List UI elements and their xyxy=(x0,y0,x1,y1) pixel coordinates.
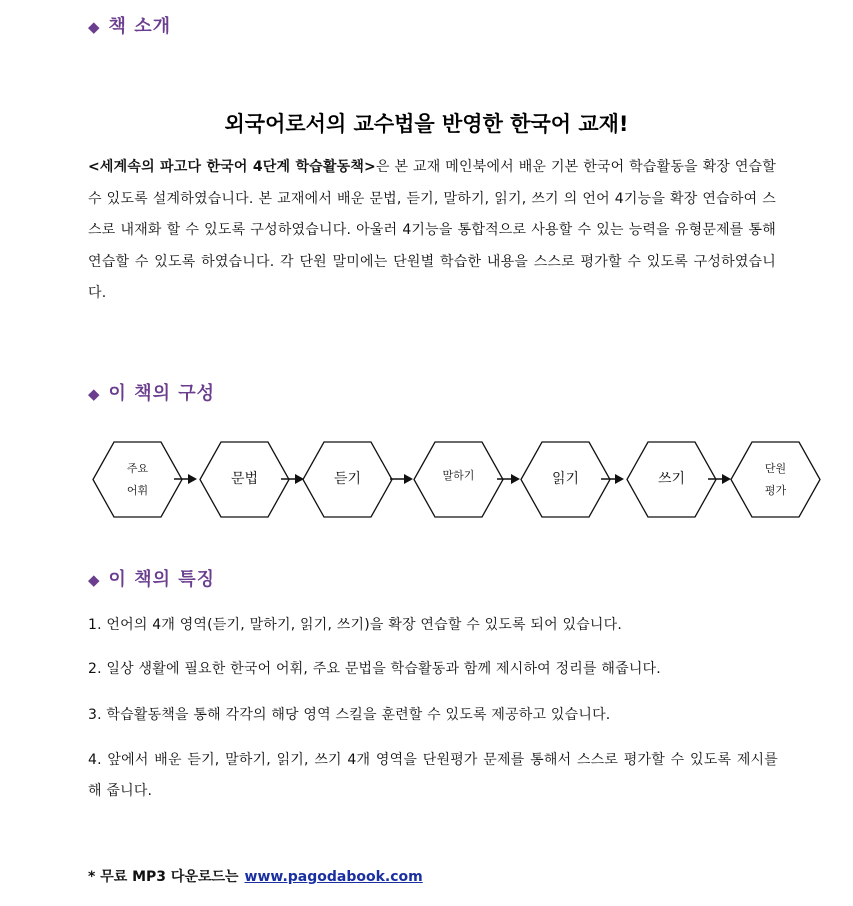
arrow-right-icon xyxy=(390,472,414,486)
flow-step-label: 쓰기 xyxy=(657,471,686,487)
feature-item: 4. 앞에서 배운 듣기, 말하기, 읽기, 쓰기 4개 영역을 단원평가 문제를 통해서 스스로 평가할 수 있도록 제시를 해 줍니다. xyxy=(88,752,778,799)
pagoda-book-link[interactable]: www.pagodabook.com xyxy=(244,869,423,885)
flow-step-label: 주요 어휘 xyxy=(126,461,149,497)
flow-step-label: 말하기 xyxy=(442,469,475,482)
flow-step-listening xyxy=(302,441,393,518)
flow-step-label: 읽기 xyxy=(551,471,580,487)
flow-step-label: 듣기 xyxy=(333,471,362,487)
flow-step-vocabulary xyxy=(92,441,183,518)
section-heading-label: 이 책의 구성 xyxy=(108,383,216,404)
arrow-right-icon xyxy=(601,472,625,486)
section-heading-label: 책 소개 xyxy=(108,16,171,37)
diamond-bullet-icon: ◆ xyxy=(88,571,101,589)
structure-flow-diagram xyxy=(92,441,822,521)
flow-step-reading xyxy=(520,441,611,518)
flow-step-grammar xyxy=(199,441,290,518)
arrow-right-icon xyxy=(174,472,198,486)
flow-step-label: 단원 평가 xyxy=(764,461,787,497)
flow-step-label: 문법 xyxy=(230,471,259,487)
arrow-right-icon xyxy=(708,472,732,486)
section-heading-label: 이 책의 특징 xyxy=(108,569,216,590)
feature-item: 1. 언어의 4개 영역(듣기, 말하기, 읽기, 쓰기)을 확장 연습할 수 있도록 되어 있습니다. xyxy=(88,617,623,633)
section-heading-structure xyxy=(88,379,215,405)
flow-step-writing xyxy=(626,441,717,518)
intro-paragraph xyxy=(88,152,776,310)
section-heading-features xyxy=(88,565,215,591)
diamond-bullet-icon: ◆ xyxy=(88,18,101,36)
diamond-bullet-icon: ◆ xyxy=(88,385,101,403)
flow-step-speaking xyxy=(413,441,504,518)
feature-item: 2. 일상 생활에 필요한 한국어 어휘, 주요 문법을 학습활동과 함께 제시하여 정리를 해줍니다. xyxy=(88,661,661,677)
feature-item: 3. 학습활동책을 통해 각각의 해당 영역 스킬을 훈련할 수 있도록 제공하고 있습니다. xyxy=(88,707,611,723)
mp3-download-note xyxy=(88,866,423,886)
main-title: 외국어로서의 교수법을 반영한 한국어 교재! xyxy=(224,112,629,136)
book-name: <세계속의 파고다 한국어 4단계 학습활동책> xyxy=(88,159,376,175)
intro-body: 은 본 교재 메인북에서 배운 기본 한국어 학습활동을 확장 연습할 수 있도록 설계하였습니다. 본 교재에서 배운 문법, 듣기, 말하기, 읽기, 쓰기 의 언어 4기능을 확장 연습하여 스스로 내재화 할 수 있도록 구성하였습니다. 아울러 4기능을 통합적으로 사용할 수 있는 능력을 유형문제를 통해 연습할 수 있도록 하였습니다. 각 단원 말미에는 단원별 학습한 내용을 스스로 평가할 수 있도록 구성하였습니다. xyxy=(88,159,776,301)
flow-step-unit-test xyxy=(730,441,821,518)
arrow-right-icon xyxy=(497,472,521,486)
section-heading-intro xyxy=(88,12,171,38)
download-label: * 무료 MP3 다운로드는 xyxy=(88,869,239,885)
